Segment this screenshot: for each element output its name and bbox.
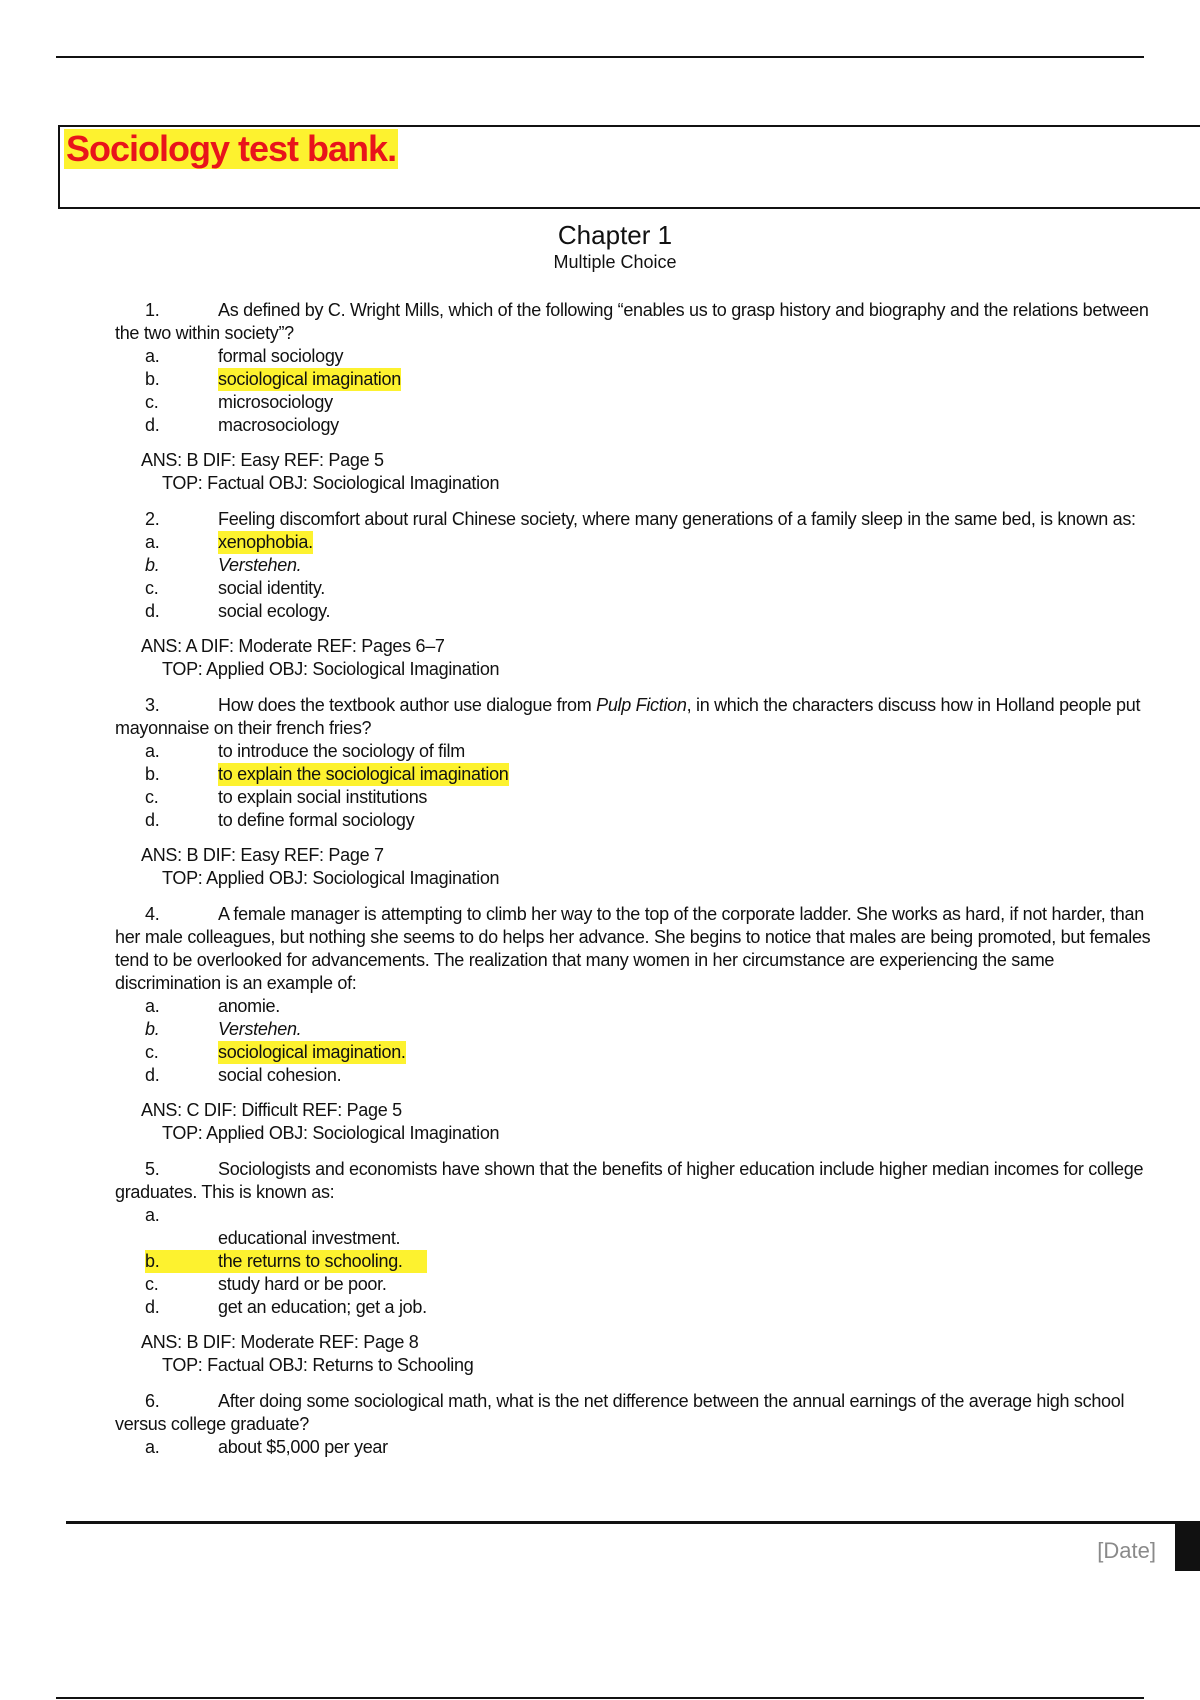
option-letter: d. bbox=[145, 415, 160, 435]
question-list bbox=[115, 299, 1160, 1459]
film-title: Pulp Fiction bbox=[596, 695, 687, 715]
option-text: study hard or be poor. bbox=[218, 1274, 387, 1294]
option-letter: b. bbox=[145, 369, 160, 389]
option-text: social ecology. bbox=[218, 601, 331, 621]
footer-block bbox=[1175, 1521, 1200, 1571]
option-d bbox=[115, 1296, 1160, 1319]
question-stem bbox=[115, 694, 1160, 740]
question-stem bbox=[115, 508, 1160, 531]
question-stem bbox=[115, 1390, 1160, 1436]
option-c bbox=[115, 1273, 1160, 1296]
option-b bbox=[115, 554, 1160, 577]
footer-date: [Date] bbox=[1097, 1538, 1156, 1563]
question-5 bbox=[115, 1158, 1160, 1377]
option-letter: a. bbox=[145, 1205, 160, 1225]
option-a bbox=[115, 1204, 1160, 1227]
option-text: about $5,000 per year bbox=[218, 1437, 388, 1457]
option-b bbox=[115, 1018, 1160, 1041]
option-c bbox=[115, 1041, 1160, 1064]
option-d bbox=[115, 600, 1160, 623]
option-a bbox=[115, 345, 1160, 368]
option-text: macrosociology bbox=[218, 415, 339, 435]
question-number: 2. bbox=[145, 509, 160, 529]
topic-line: TOP: Applied OBJ: Sociological Imagination bbox=[162, 868, 500, 888]
question-text: Sociologists and economists have shown that the benefits of higher education include higher median incomes for college graduates. This is known as: bbox=[115, 1159, 1144, 1202]
option-letter: c. bbox=[145, 578, 159, 598]
option-letter: a. bbox=[145, 532, 160, 552]
option-b bbox=[115, 1250, 1160, 1273]
question-text: After doing some sociological math, what is the net difference between the annual earnings of the average high school versus college graduate? bbox=[115, 1391, 1125, 1434]
option-c bbox=[115, 391, 1160, 414]
option-letter: d. bbox=[145, 601, 160, 621]
answer-line: ANS: C DIF: Difficult REF: Page 5 bbox=[141, 1100, 402, 1120]
question-1 bbox=[115, 299, 1160, 495]
option-text: to define formal sociology bbox=[218, 810, 415, 830]
question-stem bbox=[115, 1158, 1160, 1204]
question-text: How does the textbook author use dialogue from bbox=[218, 695, 597, 715]
option-letter: a. bbox=[145, 996, 160, 1016]
question-number: 3. bbox=[145, 695, 160, 715]
chapter-heading: Chapter 1 bbox=[557, 220, 673, 250]
option-d bbox=[115, 809, 1160, 832]
option-letter: b. bbox=[145, 555, 160, 575]
option-d bbox=[115, 1064, 1160, 1087]
option-a bbox=[115, 1436, 1160, 1459]
question-text-continued: , in which the characters discuss how in Holland people put mayonnaise on their french fries? bbox=[115, 695, 1141, 738]
question-number: 4. bbox=[145, 904, 160, 924]
option-a bbox=[115, 740, 1160, 763]
option-a bbox=[115, 531, 1160, 554]
option-letter: d. bbox=[145, 1065, 160, 1085]
option-text: educational investment. bbox=[218, 1228, 401, 1248]
option-text: social cohesion. bbox=[218, 1065, 342, 1085]
option-letter: c. bbox=[145, 1042, 159, 1062]
option-b bbox=[115, 368, 1160, 391]
topic-line: TOP: Applied OBJ: Sociological Imagination bbox=[162, 659, 500, 679]
header-rule bbox=[56, 56, 1144, 58]
option-letter bbox=[115, 1227, 218, 1250]
question-stem bbox=[115, 299, 1160, 345]
option-c bbox=[115, 577, 1160, 600]
option-text: get an education; get a job. bbox=[218, 1297, 427, 1317]
footer-rule bbox=[66, 1521, 1176, 1524]
title-box bbox=[58, 125, 1200, 209]
option-text: Verstehen. bbox=[218, 1019, 302, 1039]
highlighted-answer: xenophobia. bbox=[218, 532, 313, 552]
option-text: formal sociology bbox=[218, 346, 344, 366]
question-6 bbox=[115, 1390, 1160, 1459]
question-2 bbox=[115, 508, 1160, 681]
option-letter: c. bbox=[145, 1274, 159, 1294]
question-stem bbox=[115, 903, 1160, 995]
topic-line: TOP: Applied OBJ: Sociological Imagination bbox=[162, 1123, 500, 1143]
answer-line: ANS: B DIF: Easy REF: Page 7 bbox=[141, 845, 384, 865]
option-letter: c. bbox=[145, 392, 159, 412]
question-text: As defined by C. Wright Mills, which of the following “enables us to grasp history and biography and the relations between the two within society”? bbox=[115, 300, 1149, 343]
option-letter: a. bbox=[145, 741, 160, 761]
highlighted-answer: the returns to schooling. bbox=[218, 1251, 403, 1271]
option-text: microsociology bbox=[218, 392, 333, 412]
option-text: anomie. bbox=[218, 996, 280, 1016]
answer-line: ANS: A DIF: Moderate REF: Pages 6–7 bbox=[141, 636, 445, 656]
option-c bbox=[115, 786, 1160, 809]
question-text: Feeling discomfort about rural Chinese society, where many generations of a family sleep in the same bed, is known as: bbox=[218, 509, 1136, 529]
option-letter: a. bbox=[145, 346, 160, 366]
highlighted-answer: sociological imagination. bbox=[218, 1042, 406, 1062]
option-text: to introduce the sociology of film bbox=[218, 741, 465, 761]
topic-line: TOP: Factual OBJ: Returns to Schooling bbox=[162, 1355, 474, 1375]
option-a-text bbox=[115, 1227, 1160, 1250]
answer-line: ANS: B DIF: Moderate REF: Page 8 bbox=[141, 1332, 419, 1352]
topic-line: TOP: Factual OBJ: Sociological Imagination bbox=[162, 473, 500, 493]
option-letter: d. bbox=[145, 810, 160, 830]
section-subtitle: Multiple Choice bbox=[553, 252, 677, 272]
option-text: Verstehen. bbox=[218, 555, 302, 575]
option-letter: b. bbox=[145, 1251, 160, 1271]
option-text: to explain social institutions bbox=[218, 787, 428, 807]
option-letter: c. bbox=[145, 787, 159, 807]
question-4 bbox=[115, 903, 1160, 1145]
option-letter: a. bbox=[145, 1437, 160, 1457]
highlighted-answer: to explain the sociological imagination bbox=[218, 764, 509, 784]
option-b bbox=[115, 763, 1160, 786]
option-letter: b. bbox=[145, 764, 160, 784]
option-letter: b. bbox=[145, 1019, 160, 1039]
page-bottom-rule bbox=[56, 1697, 1144, 1699]
option-letter: d. bbox=[145, 1297, 160, 1317]
question-3 bbox=[115, 694, 1160, 890]
option-text: social identity. bbox=[218, 578, 325, 598]
question-number: 1. bbox=[145, 300, 160, 320]
answer-line: ANS: B DIF: Easy REF: Page 5 bbox=[141, 450, 384, 470]
option-a bbox=[115, 995, 1160, 1018]
document-title: Sociology test bank. bbox=[66, 128, 397, 169]
highlighted-answer: sociological imagination bbox=[218, 369, 401, 389]
question-number: 5. bbox=[145, 1159, 160, 1179]
option-d bbox=[115, 414, 1160, 437]
question-text: A female manager is attempting to climb her way to the top of the corporate ladder. She works as hard, if not harder, than her male colleagues, but nothing she seems to do helps her advance. She begins to notice that males are being promoted, but females tend to be overlooked for advancements. The realization that many women in her circumstance are experiencing the same discrimination is an example of: bbox=[115, 904, 1151, 993]
question-number: 6. bbox=[145, 1391, 160, 1411]
